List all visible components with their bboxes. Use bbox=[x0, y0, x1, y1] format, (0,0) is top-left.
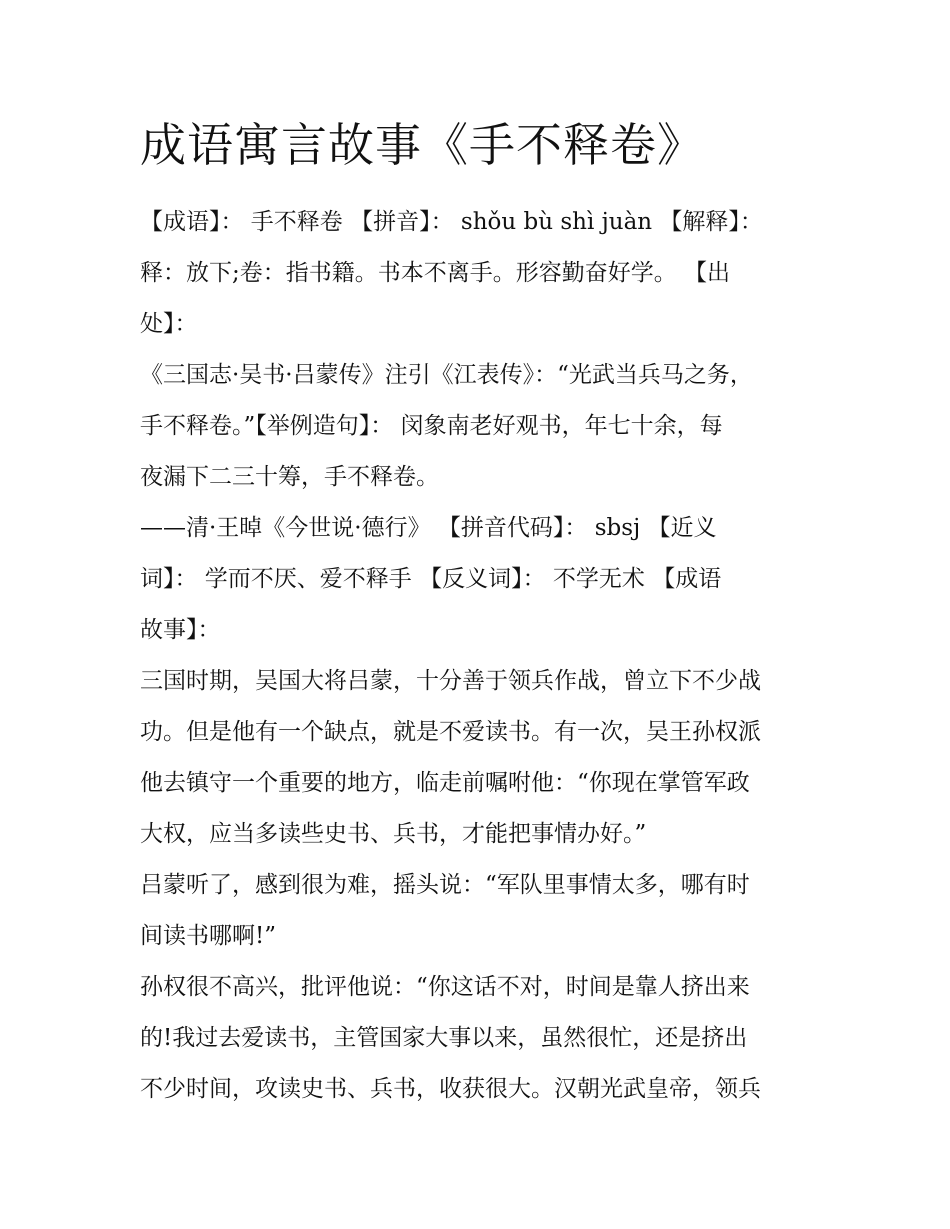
text-line: ——清·王晫《今世说·德行》 【拼音代码】： sbsj 【近义 bbox=[140, 515, 717, 541]
text-line: 他去镇守一个重要的地方，临走前嘱咐他：“你现在掌管军政 bbox=[140, 770, 750, 796]
text-line: 大权，应当多读些史书、兵书，才能把事情办好。” bbox=[140, 821, 647, 847]
text-line: 间读书哪啊!” bbox=[140, 923, 277, 949]
text-line: 故事】： bbox=[140, 617, 221, 643]
text-line: 【成语】： 手不释卷 【拼音】： shǒu bù shì juàn 【解释】： bbox=[140, 209, 763, 235]
document-body bbox=[140, 197, 820, 1115]
text-line: 手不释卷。”【举例造句】： 闵象南老好观书，年七十余，每 bbox=[140, 413, 723, 439]
text-line: 处】： bbox=[140, 311, 198, 337]
text-line: 孙权很不高兴，批评他说：“你这话不对，时间是靠人挤出来 bbox=[140, 974, 750, 1000]
text-line: 功。但是他有一个缺点，就是不爱读书。有一次，吴王孙权派 bbox=[140, 719, 761, 745]
text-line: 三国时期，吴国大将吕蒙，十分善于领兵作战，曾立下不少战 bbox=[140, 668, 761, 694]
document-title: 成语寓言故事《手不释卷》 bbox=[140, 118, 704, 172]
text-line: 词】： 学而不厌、爱不释手 【反义词】： 不学无术 【成语 bbox=[140, 566, 722, 592]
text-line: 《三国志·吴书·吕蒙传》注引《江表传》：“光武当兵马之务， bbox=[140, 362, 753, 388]
text-line: 的!我过去爱读书，主管国家大事以来，虽然很忙，还是挤出 bbox=[140, 1025, 748, 1051]
text-line: 吕蒙听了，感到很为难，摇头说：“军队里事情太多，哪有时 bbox=[140, 872, 750, 898]
text-line: 释：放下;卷：指书籍。书本不离手。形容勤奋好学。 【出 bbox=[140, 260, 731, 286]
text-line: 夜漏下二三十筹，手不释卷。 bbox=[140, 464, 439, 490]
text-line: 不少时间，攻读史书、兵书，收获很大。汉朝光武皇帝，领兵 bbox=[140, 1076, 761, 1102]
